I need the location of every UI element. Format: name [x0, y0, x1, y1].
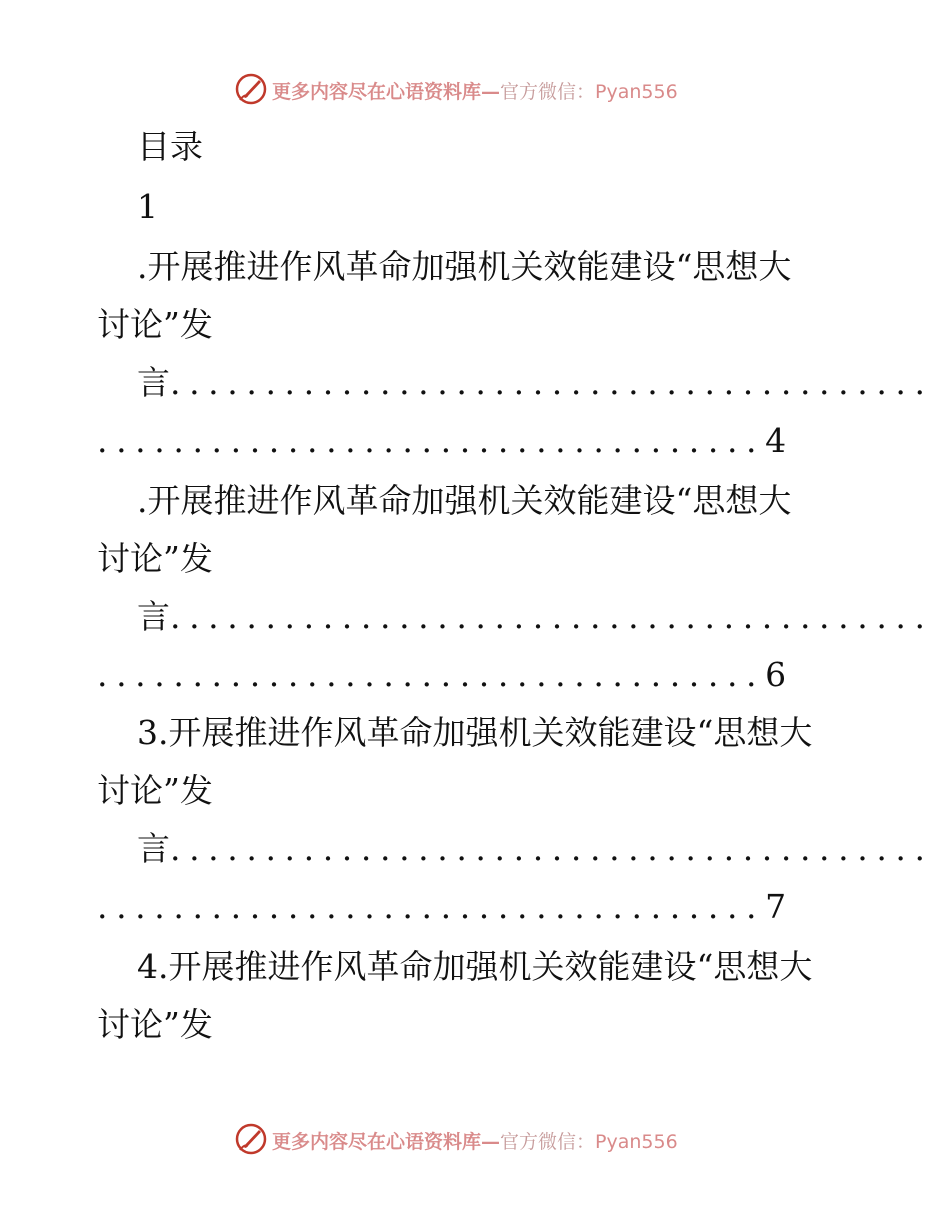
toc-entry-4-title-cont: 讨论”发: [97, 1005, 213, 1044]
quill-pen-logo-icon: [234, 72, 268, 106]
header-watermark-banner: [0, 70, 950, 110]
toc-entry-2-title: .开展推进作风革命加强机关效能建设“思想大: [137, 481, 792, 520]
toc-entry-3-title-cont: 讨论”发: [97, 771, 213, 810]
toc-entry-1-page: ...................................4: [97, 421, 787, 460]
quill-pen-logo-icon: [234, 1122, 268, 1156]
toc-entry-3-page: ...................................7: [97, 887, 787, 926]
footer-watermark-text: 更多内容尽在心语资料库—官方微信：Pyan556: [272, 1131, 678, 1153]
toc-title: 目录: [137, 127, 203, 166]
toc-entry-1-title: .开展推进作风革命加强机关效能建设“思想大: [137, 247, 792, 286]
footer-watermark-banner: [0, 1120, 950, 1160]
toc-entry-3-leader: 言........................................: [137, 829, 934, 868]
toc-entry-4-title: 4.开展推进作风革命加强机关效能建设“思想大: [137, 947, 813, 986]
toc-number: 1: [137, 187, 158, 226]
toc-entry-2-page: ...................................6: [97, 655, 787, 694]
toc-entry-1-title-cont: 讨论”发: [97, 305, 213, 344]
toc-entry-2-title-cont: 讨论”发: [97, 539, 213, 578]
toc-entry-2-leader: 言........................................: [137, 597, 934, 636]
header-watermark-text: 更多内容尽在心语资料库—官方微信：Pyan556: [272, 81, 678, 103]
toc-entry-3-title: 3.开展推进作风革命加强机关效能建设“思想大: [137, 713, 813, 752]
toc-entry-1-leader: 言........................................: [137, 363, 934, 402]
